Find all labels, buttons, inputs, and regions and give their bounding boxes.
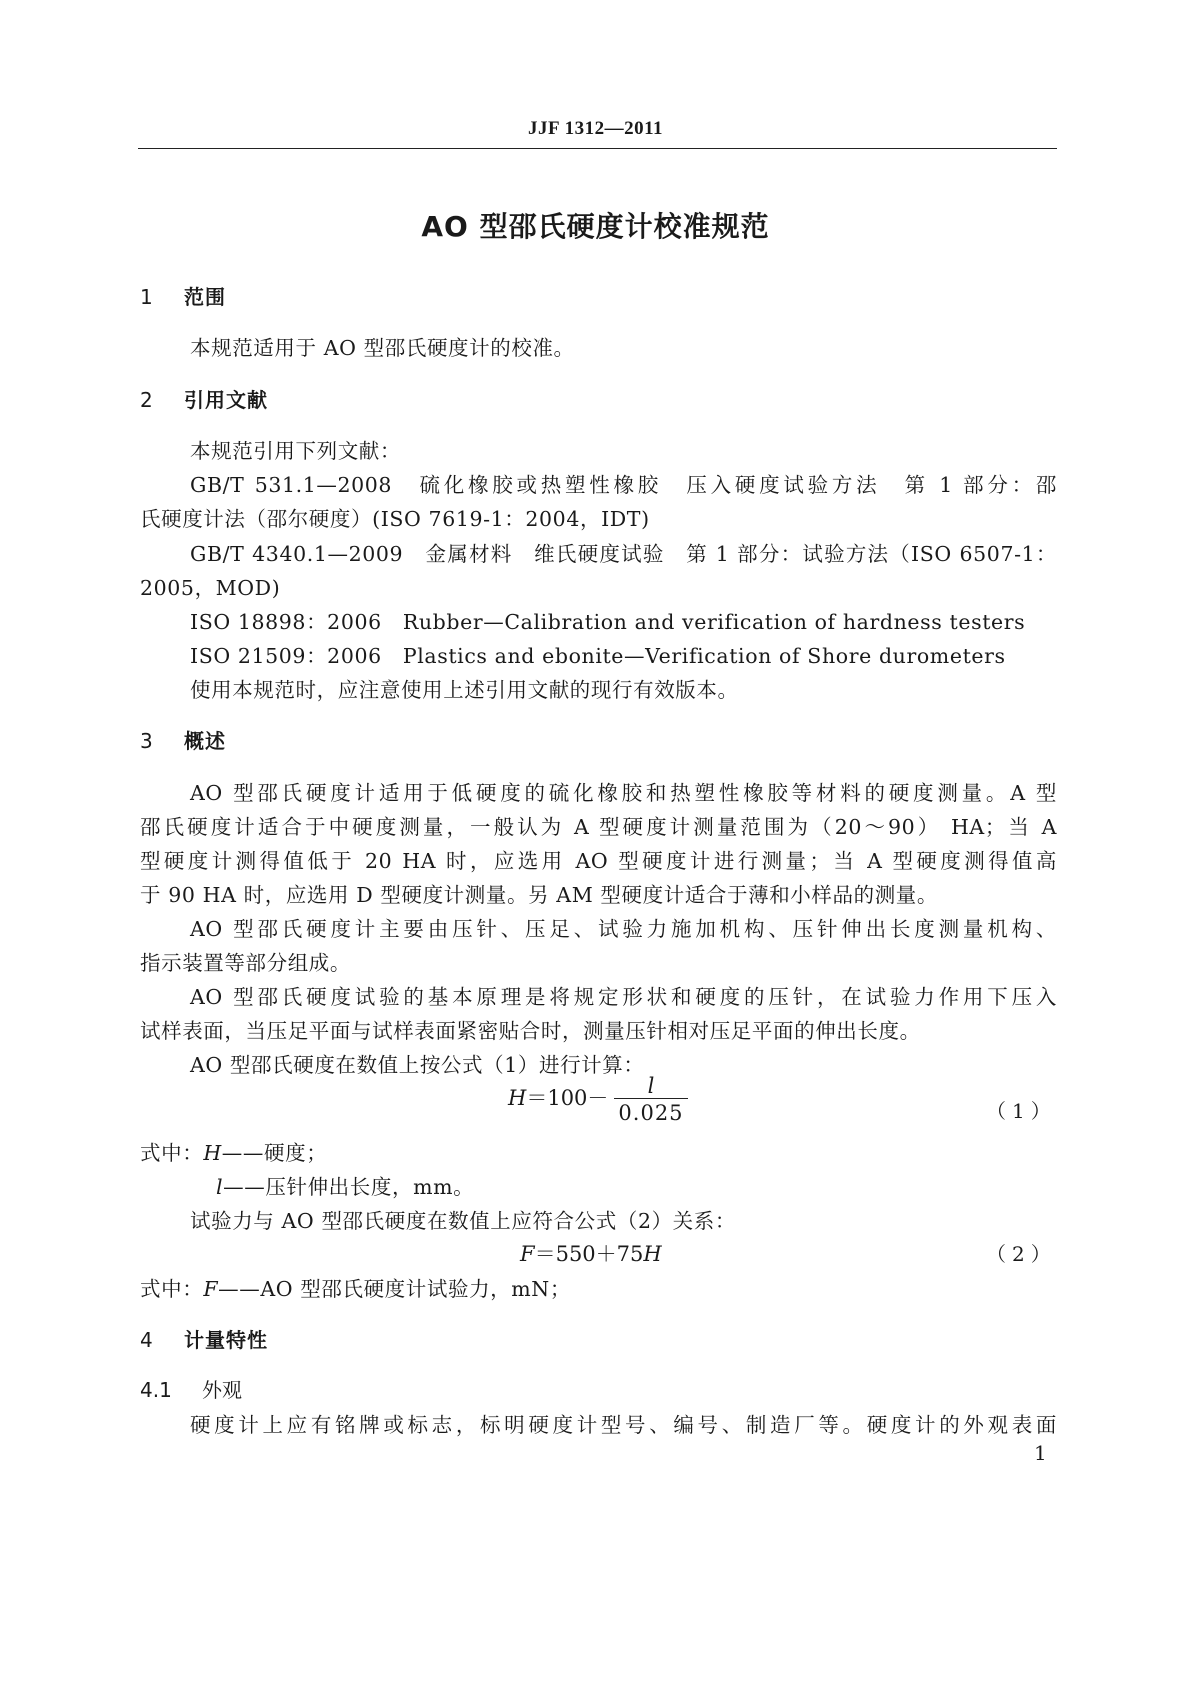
overview-p4: AO 型邵氏硬度在数值上按公式（1）进行计算： — [190, 1053, 645, 1077]
equation-2-operator: ＝550＋75 — [534, 1242, 644, 1266]
equation-1-where-l — [216, 1170, 474, 1200]
section-1-number: 1 — [140, 285, 154, 309]
equation-1-number: （1） — [986, 1099, 1057, 1123]
section-3-number: 3 — [140, 729, 154, 753]
symbol-h-definition: ——硬度； — [221, 1141, 328, 1165]
overview-p2-line-1: AO 型邵氏硬度计主要由压针、压足、试验力施加机构、压针伸出长度测量机构、 — [190, 917, 1057, 941]
section-2-title: 引用文献 — [184, 388, 268, 412]
equation-2-lhs: F — [520, 1242, 535, 1266]
reference-1-line-1: GB/T 531.1—2008 硫化橡胶或热塑性橡胶 压入硬度试验方法 第 1 部分：邵 — [190, 473, 1057, 497]
equation-1-operator: ＝100－ — [526, 1086, 609, 1110]
equation-1-numerator: l — [647, 1074, 655, 1098]
overview-p1-line-1: AO 型邵氏硬度计适用于低硬度的硫化橡胶和热塑性橡胶等材料的硬度测量。A 型 — [190, 781, 1057, 805]
page-title: AO 型邵氏硬度计校准规范 — [421, 210, 770, 243]
equation-1 — [508, 1074, 688, 1125]
symbol-l: l — [216, 1175, 224, 1199]
reference-3: ISO 18898：2006 Rubber—Calibration and verification of hardness testers — [190, 610, 1026, 634]
overview-p3-line-1: AO 型邵氏硬度试验的基本原理是将规定形状和硬度的压针，在试验力作用下压入 — [190, 985, 1057, 1009]
reference-1-line-2: 氏硬度计法（邵尔硬度）(ISO 7619-1：2004，IDT) — [140, 507, 650, 531]
section-2-number: 2 — [140, 388, 154, 412]
page-number: 1 — [1034, 1441, 1047, 1465]
appearance-paragraph: 硬度计上应有铭牌或标志，标明硬度计型号、编号、制造厂等。硬度计的外观表面 — [190, 1413, 1057, 1437]
overview-p1-line-3: 型硬度计测得值低于 20 HA 时，应选用 AO 型硬度计进行测量；当 A 型硬度测得值高 — [140, 849, 1057, 873]
references-note: 使用本规范时，应注意使用上述引用文献的现行有效版本。 — [190, 678, 739, 702]
section-1-heading — [140, 281, 226, 310]
references-intro: 本规范引用下列文献： — [190, 439, 401, 463]
section-1-title: 范围 — [184, 285, 226, 309]
equation-1-denominator: 0.025 — [614, 1098, 687, 1125]
reference-2-line-1: GB/T 4340.1—2009 金属材料 维氏硬度试验 第 1 部分：试验方法（ISO 6507-1： — [190, 542, 1057, 566]
overview-p2-line-2: 指示装置等部分组成。 — [140, 951, 351, 975]
equation-2 — [520, 1238, 662, 1268]
where-prefix: 式中： — [140, 1277, 204, 1301]
section-3-title: 概述 — [184, 729, 226, 753]
subsection-4-1-number: 4.1 — [140, 1378, 172, 1402]
equation-2-number: （2） — [986, 1242, 1057, 1266]
where-prefix: 式中： — [140, 1141, 204, 1165]
overview-p1-line-2: 邵氏硬度计适合于中硬度测量，一般认为 A 型硬度计测量范围为（20～90） HA；当 A — [140, 815, 1057, 839]
symbol-f-definition: ——AO 型邵氏硬度计试验力，mN； — [218, 1277, 571, 1301]
section-1-paragraph: 本规范适用于 AO 型邵氏硬度计的校准。 — [190, 336, 575, 360]
section-2-heading — [140, 384, 268, 413]
header-rule — [138, 148, 1057, 149]
section-3-heading — [140, 725, 226, 754]
equation-2-variable: H — [643, 1242, 662, 1266]
overview-p3-line-2: 试样表面，当压足平面与试样表面紧密贴合时，测量压针相对压足平面的伸出长度。 — [140, 1019, 921, 1043]
document-code-header: JJF 1312—2011 — [527, 118, 664, 139]
equation-1-lhs: H — [508, 1086, 527, 1110]
equation-2-where-f — [140, 1272, 571, 1302]
section-4-title: 计量特性 — [184, 1328, 268, 1352]
symbol-l-definition: ——压针伸出长度，mm。 — [223, 1175, 475, 1199]
equation-1-where-h — [140, 1136, 327, 1166]
equation-1-fraction — [614, 1074, 687, 1125]
subsection-4-1-title: 外观 — [202, 1378, 242, 1402]
section-4-heading — [140, 1324, 268, 1353]
subsection-4-1-heading — [140, 1374, 242, 1403]
overview-p1-line-4: 于 90 HA 时，应选用 D 型硬度计测量。另 AM 型硬度计适合于薄和小样品的测量。 — [140, 883, 939, 907]
symbol-h: H — [203, 1141, 222, 1165]
symbol-f: F — [203, 1277, 219, 1301]
section-4-number: 4 — [140, 1328, 154, 1352]
reference-4: ISO 21509：2006 Plastics and ebonite—Verification of Shore durometers — [190, 644, 1006, 668]
reference-2-line-2: 2005，MOD) — [140, 576, 281, 600]
overview-p5: 试验力与 AO 型邵氏硬度在数值上应符合公式（2）关系： — [190, 1209, 736, 1233]
